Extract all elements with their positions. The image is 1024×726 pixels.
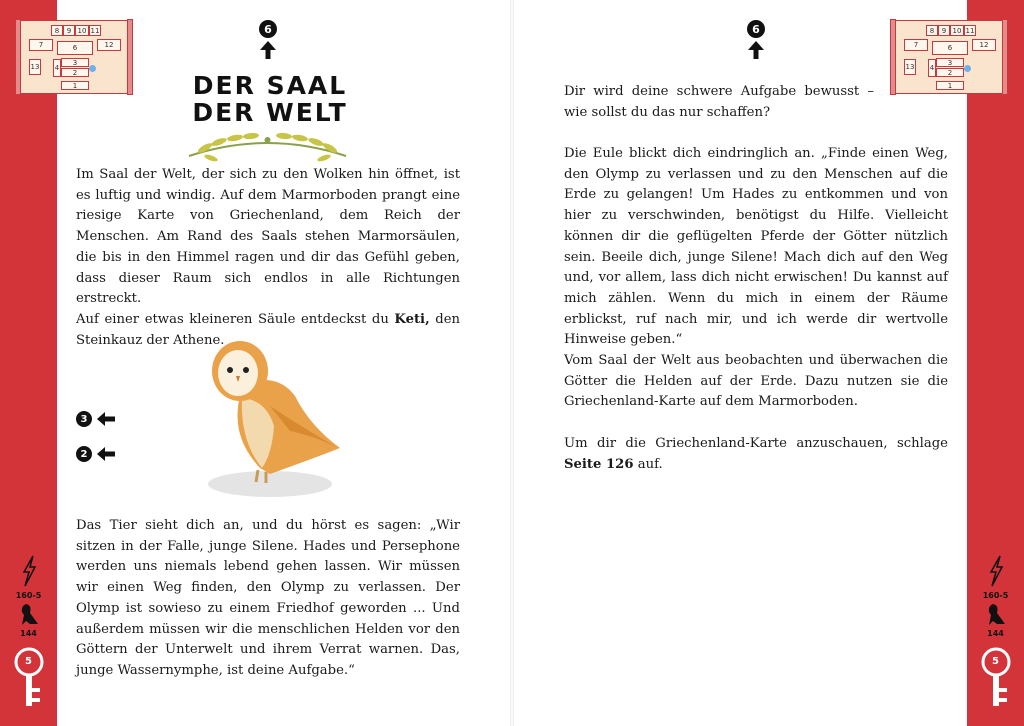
chapter-title [180,72,360,126]
map-room: 10 [75,25,89,36]
nav-page-badge-right[interactable]: 6 [747,20,765,38]
text-span: den Steinkauz der Athene. [76,312,460,348]
lightning-icon [20,555,38,587]
map-room: 8 [926,25,938,36]
map-room: 11 [965,26,975,35]
map-room: 6 [932,41,968,55]
owl-icon [985,601,1007,627]
map-room: 2 [936,68,964,77]
map-room: 8 [51,25,63,36]
lightning-icon [987,555,1005,587]
key-number: 5 [992,656,999,667]
up-arrow-icon[interactable] [259,40,277,60]
owl-illustration [200,336,350,501]
map-pillar [15,19,21,95]
map-room: 12 [97,39,121,51]
palace-map-right [893,20,1005,94]
map-room: 2 [61,68,89,77]
title-line: DER SAAL [192,71,348,100]
map-room: 4 [928,59,936,77]
owl-value: 144 [20,629,37,638]
current-location-marker [964,65,971,72]
lightning-value: 160-5 [982,591,1009,600]
map-room: 4 [53,59,61,77]
lightning-value: 160-5 [15,591,42,600]
map-room: 1 [936,81,964,90]
paragraph: Vom Saal der Welt aus beobachten und überwachen die Götter die Helden auf der Erde. Dazu nutzen sie die Griechenland-Karte auf dem Marmorboden. [564,353,948,410]
map-room: 9 [63,25,75,36]
map-pillar [1002,19,1008,95]
paragraph: Dir wird deine schwere Aufgabe bewusst – wie sollst du das nur schaffen? [564,84,874,120]
paragraph: Das Tier sieht dich an, und du hörst es sagen: „Wir sitzen in der Falle, junge Silene. Hades und Persephone werden uns niemals lebend gehen lassen. Wir müssen wir einen Weg finden, den Olymp zu verlassen. Der Olymp ist sowieso zu einem Friedhof geworden ... Und außerdem müssen wir die menschlichen Helden vor den Göttern der Unterwelt und ihrem Verrat warnen. Das, junge Wassernymphe, ist deine Aufgabe.“ [76,518,460,678]
paragraph: Im Saal der Welt, der sich zu den Wolken hin öffnet, ist es luftig und windig. Auf dem Marmorboden prangt eine riesige Karte von Griechenland, dem Reich der Menschen. Am Rand des Saals stehen Marmorsäulen, die bis in den Himmel ragen und dir das Gefühl geben, dass dieser Raum sich endlos in alle Richtungen erstreckt. [76,167,460,307]
page-reference: Seite 126 [564,456,634,472]
key-number: 5 [25,656,32,667]
palace-map-left [18,20,130,94]
book-spine [510,0,514,726]
map-room: 11 [90,26,100,35]
owl-icon [18,601,40,627]
nav-link-3[interactable] [76,411,116,427]
nav-page-badge-left[interactable]: 6 [259,20,277,38]
text-span: Um dir die Griechenland-Karte anzuschauen, schlage [564,436,948,451]
map-pillar [890,19,896,95]
page-number-badge: 2 [76,446,92,462]
map-room: 13 [29,59,41,75]
map-pillar [127,19,133,95]
current-location-marker [89,65,96,72]
page-number-badge: 3 [76,411,92,427]
nav-link-2[interactable] [76,446,116,462]
text-span: Auf einer etwas kleineren Säule entdeckst du [76,312,395,327]
map-room: 9 [938,25,950,36]
owl-value: 144 [987,629,1004,638]
map-room: 12 [972,39,996,51]
left-arrow-icon [96,411,116,427]
map-room: 7 [904,39,928,51]
paragraph [564,434,948,475]
owl-name: Keti, [394,312,430,327]
map-room: 10 [950,25,964,36]
map-room: 13 [904,59,916,75]
map-room: 3 [61,58,89,67]
up-arrow-icon[interactable] [747,40,765,60]
title-line: DER WELT [192,98,348,127]
map-room: 7 [29,39,53,51]
map-room: 1 [61,81,89,90]
left-arrow-icon [96,446,116,462]
laurel-ornament-icon [185,126,350,166]
text-span: auf. [633,456,663,472]
paragraph: Die Eule blickt dich eindringlich an. „Finde einen Weg, den Olymp zu verlassen und zu den Menschen auf die Erde zu gelangen! Um Hades zu entkommen und von hier zu verschwinden, benötigst du Hilfe. Vielleicht können dir die geflügelten Pferde der Götter nützlich sein. Beeile dich, junge Silene! Mach dich auf den Weg und, vor allem, lass dich nicht erwischen! Du kannst auf mich zählen. Wenn du mich in einem der Räume erblickst, ruf nach mir, und ich werde dir wertvolle Hinweise geben.“ [564,146,948,348]
map-room: 3 [936,58,964,67]
map-room: 6 [57,41,93,55]
